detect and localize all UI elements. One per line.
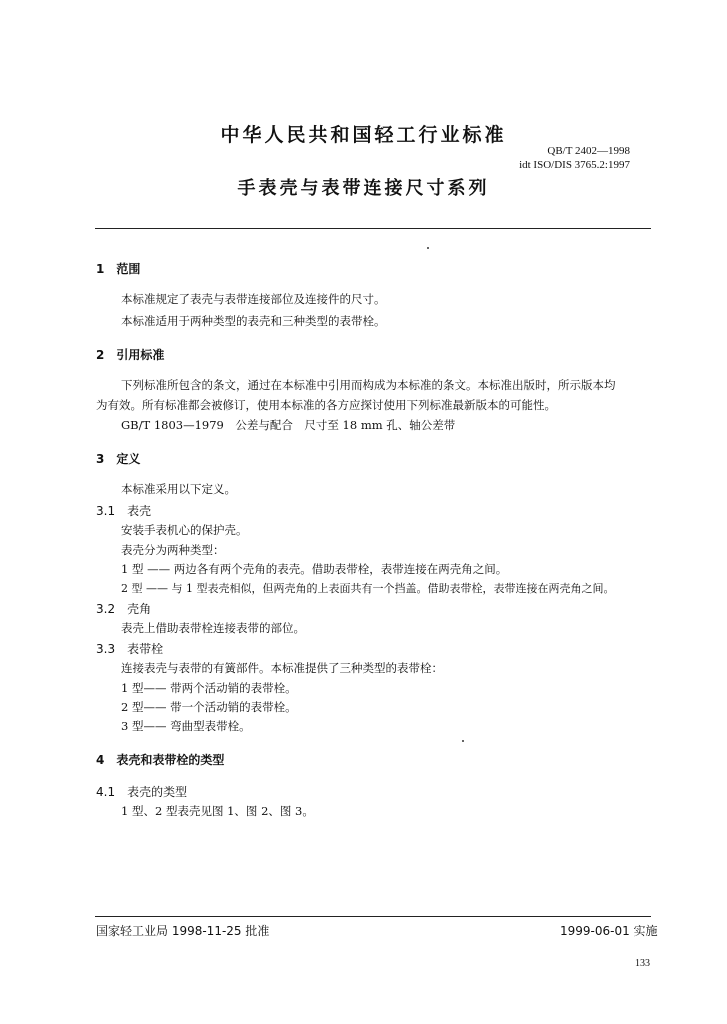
- approval-line: 国家轻工业局 1998-11-25 批准: [96, 924, 270, 938]
- subsection-4-1-text: 1 型、2 型表壳见图 1、图 2、图 3。: [121, 804, 314, 818]
- definition-3-2-text: 表壳上借助表带栓连接表带的部位。: [121, 621, 305, 635]
- definition-3-1-type-2: 2 型 —— 与 1 型表壳相似，但两壳角的上表面共有一个挡盖。借助表带栓，表带连接在两壳角之间。: [121, 582, 615, 595]
- standard-code: QB/T 2402—1998: [547, 145, 630, 157]
- section-2-paragraph-line-1: 下列标准所包含的条文，通过在本标准中引用而构成为本标准的条文。本标准出版时，所示版本均: [121, 378, 616, 392]
- normative-reference: GB/T 1803—1979 公差与配合 尺寸至 18 mm 孔、轴公差带: [121, 418, 456, 432]
- definition-3-3-text: 连接表壳与表带的有簧部件。本标准提供了三种类型的表带栓：: [121, 661, 443, 675]
- section-1-paragraph-1: 本标准规定了表壳与表带连接部位及连接件的尺寸。: [121, 292, 386, 306]
- definition-3-1-text-2: 表壳分为两种类型：: [121, 543, 225, 557]
- section-3-heading: 3 定义: [96, 452, 141, 466]
- standard-code-block: [472, 144, 630, 172]
- scan-dot: [427, 247, 429, 249]
- section-2-heading: 2 引用标准: [96, 348, 165, 362]
- section-2-paragraph-line-2: 为有效。所有标准都会被修订，使用本标准的各方应探讨使用下列标准最新版本的可能性。: [96, 398, 556, 412]
- section-4-heading: 4 表壳和表带栓的类型: [96, 753, 225, 767]
- definition-3-3-type-2: 2 型—— 带一个活动销的表带栓。: [121, 700, 297, 714]
- document-title: 手表壳与表带连接尺寸系列: [237, 178, 490, 199]
- definition-3-1-heading: 3.1 表壳: [96, 504, 152, 518]
- idt-code: idt ISO/DIS 3765.2:1997: [519, 159, 630, 171]
- top-rule: [95, 228, 651, 229]
- definition-3-3-type-1: 1 型—— 带两个活动销的表带栓。: [121, 681, 297, 695]
- definition-3-2-heading: 3.2 壳角: [96, 602, 152, 616]
- definition-3-3-heading: 3.3 表带栓: [96, 642, 164, 656]
- scan-dot: [462, 740, 464, 742]
- effective-date: 1999-06-01 实施: [560, 924, 658, 938]
- subsection-4-1-heading: 4.1 表壳的类型: [96, 785, 188, 799]
- section-1-heading: 1 范围: [96, 262, 141, 276]
- section-3-intro: 本标准采用以下定义。: [121, 482, 236, 496]
- definition-3-1-text-1: 安装手表机心的保护壳。: [121, 523, 248, 537]
- definition-3-3-type-3: 3 型—— 弯曲型表带栓。: [121, 719, 251, 733]
- page-number: 133: [635, 958, 650, 969]
- definition-3-1-type-1: 1 型 —— 两边各有两个壳角的表壳。借助表带栓，表带连接在两壳角之间。: [121, 562, 508, 576]
- org-title: 中华人民共和国轻工行业标准: [220, 124, 507, 146]
- section-1-paragraph-2: 本标准适用于两种类型的表壳和三种类型的表带栓。: [121, 314, 386, 328]
- bottom-rule: [95, 916, 651, 917]
